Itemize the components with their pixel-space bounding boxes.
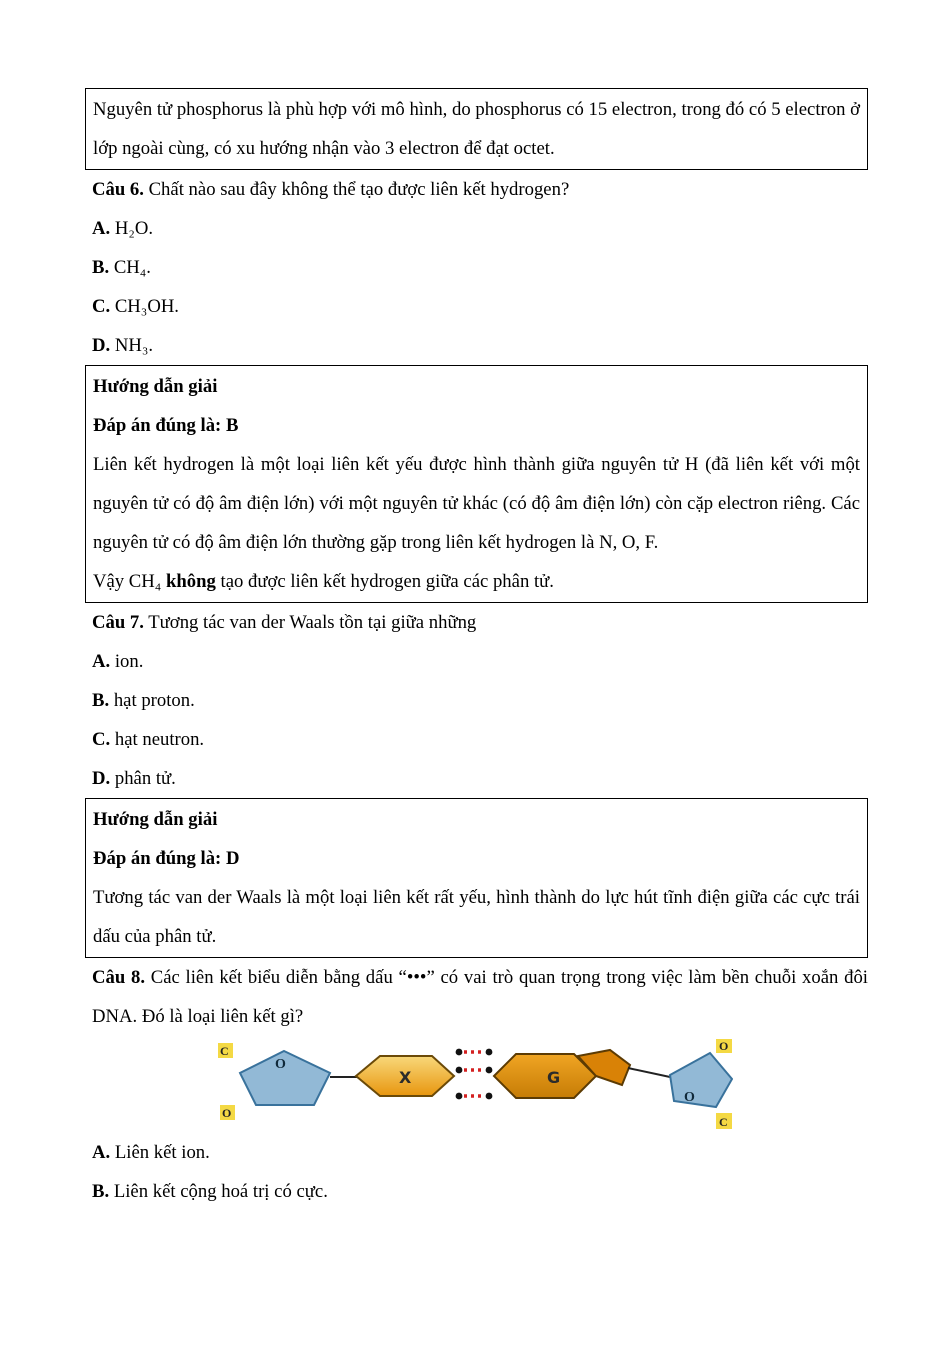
question-8-label: Câu 8. bbox=[92, 967, 145, 988]
base-x-label: X bbox=[399, 1068, 412, 1087]
backbone-atom-label: O bbox=[719, 1039, 729, 1053]
note-text: Nguyên tử phosphorus là phù hợp với mô hình, do phosphorus có 15 electron, trong đó có 5 electron ở lớp ngoài cùng, có xu hướng nhận vào 3 electron để đạt octet. bbox=[93, 99, 860, 159]
sugar-ring-right-icon bbox=[670, 1053, 732, 1107]
question-7-heading bbox=[85, 603, 868, 642]
solution-title bbox=[93, 367, 860, 406]
question-6-option-c bbox=[85, 287, 868, 326]
option-label: C. bbox=[92, 729, 111, 750]
option-text: NH₃. bbox=[114, 335, 154, 356]
conclusion-post: tạo được liên kết hydrogen giữa các phân tử. bbox=[215, 571, 554, 592]
option-label: D. bbox=[92, 768, 111, 789]
solution-title-text: Hướng dẫn giải bbox=[93, 809, 218, 830]
option-label: B. bbox=[92, 1181, 110, 1202]
question-7-label: Câu 7. bbox=[92, 612, 144, 633]
option-label: B. bbox=[92, 690, 110, 711]
option-label: A. bbox=[92, 1142, 111, 1163]
question-6-option-a bbox=[85, 209, 868, 248]
option-label: A. bbox=[92, 651, 111, 672]
option-text: CH₃OH. bbox=[114, 296, 179, 317]
backbone-atom-label: C bbox=[719, 1115, 728, 1129]
question-8-heading bbox=[85, 958, 868, 1036]
option-text: H₂O. bbox=[114, 218, 154, 239]
backbone-atom-label: O bbox=[222, 1106, 232, 1120]
base-g-icon bbox=[494, 1054, 596, 1098]
option-label: D. bbox=[92, 335, 111, 356]
option-text: phân tử. bbox=[114, 768, 176, 789]
solution-conclusion bbox=[93, 562, 860, 601]
hbond-dot-icon bbox=[456, 1093, 463, 1100]
question-7-option-b bbox=[85, 681, 868, 720]
hbond-dot-icon bbox=[486, 1067, 493, 1074]
dna-figure-svg bbox=[218, 1039, 733, 1131]
hbond-dot-icon bbox=[486, 1049, 493, 1056]
solution-answer-text: Đáp án đúng là: D bbox=[93, 848, 240, 869]
question-6-option-b bbox=[85, 248, 868, 287]
question-8-option-b bbox=[85, 1172, 868, 1211]
option-text: Liên kết cộng hoá trị có cực. bbox=[113, 1181, 328, 1202]
hbond-dot-icon bbox=[456, 1049, 463, 1056]
note-box bbox=[85, 88, 868, 170]
question-8-option-a bbox=[85, 1133, 868, 1172]
option-label: A. bbox=[92, 218, 111, 239]
solution-title bbox=[93, 800, 860, 839]
question-8-text: Các liên kết biểu diễn bằng dấu “•••” có vai trò quan trọng trong việc làm bền chuỗi xoắn đôi DNA. Đó là loại liên kết gì? bbox=[92, 967, 869, 1027]
solution-title-text: Hướng dẫn giải bbox=[93, 376, 218, 397]
bond-line-icon bbox=[628, 1068, 670, 1077]
hbond-dot-icon bbox=[456, 1067, 463, 1074]
question-6-heading bbox=[85, 170, 868, 209]
question-7-text: Tương tác van der Waals tồn tại giữa những bbox=[148, 612, 477, 633]
question-6-label: Câu 6. bbox=[92, 179, 144, 200]
option-label: B. bbox=[92, 257, 110, 278]
question-7-option-d bbox=[85, 759, 868, 798]
question-6-text: Chất nào sau đây không thể tạo được liên kết hydrogen? bbox=[148, 179, 570, 200]
question-6-option-d bbox=[85, 326, 868, 365]
conclusion-pre: Vậy CH₄ bbox=[93, 571, 166, 592]
base-g-label: G bbox=[547, 1068, 561, 1087]
backbone-atom-label: C bbox=[220, 1044, 229, 1058]
option-text: Liên kết ion. bbox=[114, 1142, 210, 1163]
option-text: hạt neutron. bbox=[114, 729, 205, 750]
solution-answer-text: Đáp án đúng là: B bbox=[93, 415, 239, 436]
conclusion-bold: không bbox=[165, 571, 216, 592]
solution-answer bbox=[93, 406, 860, 445]
ring-oxygen-left-label: O bbox=[275, 1057, 286, 1072]
question-7-option-a bbox=[85, 642, 868, 681]
question-7-option-c bbox=[85, 720, 868, 759]
hbond-dot-icon bbox=[486, 1093, 493, 1100]
option-text: ion. bbox=[114, 651, 144, 672]
option-text: hạt proton. bbox=[113, 690, 195, 711]
solution-body: Liên kết hydrogen là một loại liên kết yếu được hình thành giữa nguyên tử H (đã liên kết với một nguyên tử có độ âm điện lớn) với một nguyên tử khác (có độ âm điện lớn) còn cặp electron riêng. Các nguyên tử có độ âm điện lớn thường gặp trong liên kết hydrogen là N, O, F. bbox=[93, 454, 860, 553]
option-label: C. bbox=[92, 296, 111, 317]
solution-body: Tương tác van der Waals là một loại liên kết rất yếu, hình thành do lực hút tĩnh điện giữa các cực trái dấu của phân tử. bbox=[93, 887, 860, 947]
ring-oxygen-right-label: O bbox=[684, 1090, 695, 1105]
solution-box-7 bbox=[85, 798, 868, 958]
solution-box-6 bbox=[85, 365, 868, 603]
solution-answer bbox=[93, 839, 860, 878]
option-text: CH₄. bbox=[113, 257, 151, 278]
dna-base-pair-figure bbox=[218, 1039, 733, 1131]
